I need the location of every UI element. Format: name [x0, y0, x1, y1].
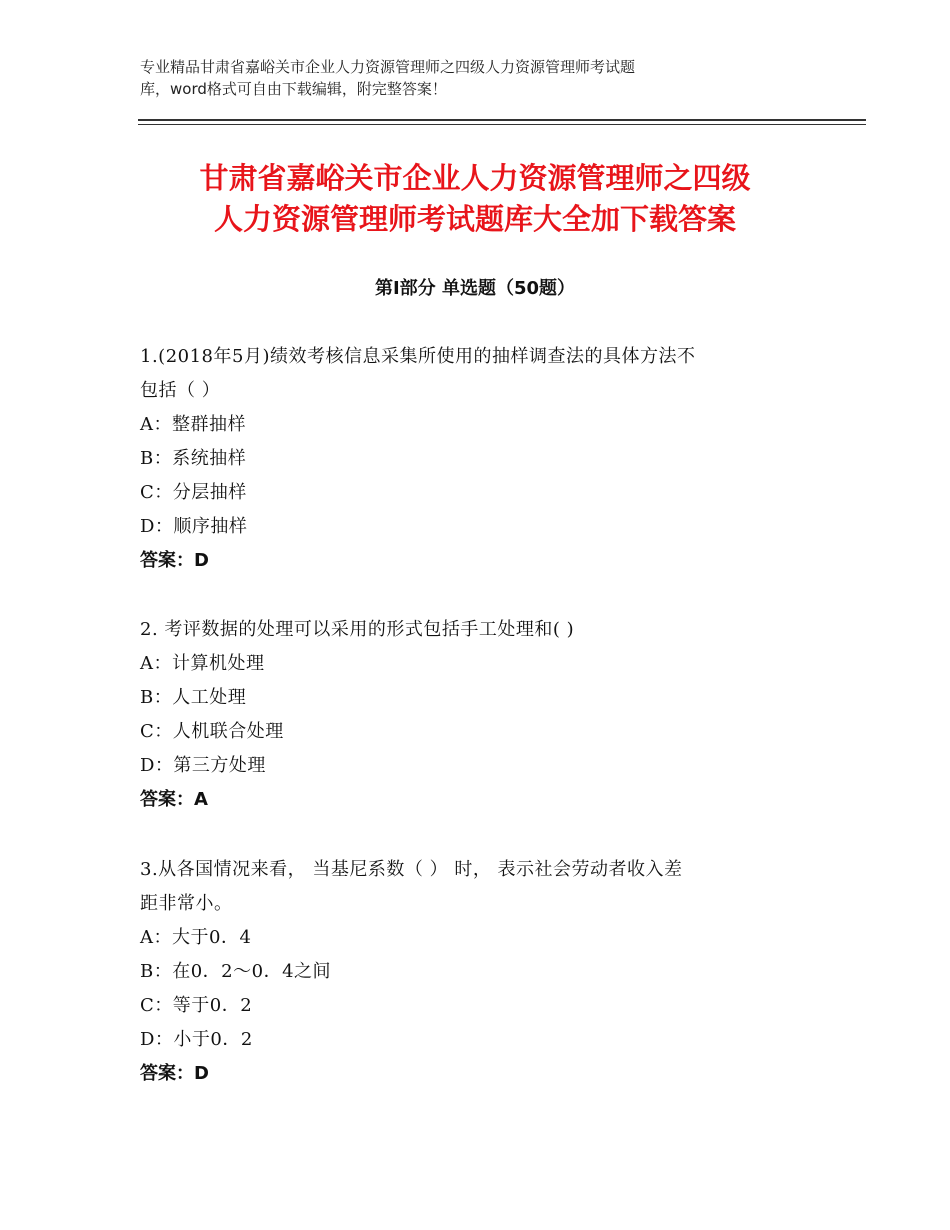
document-title	[100, 158, 850, 240]
question-3	[140, 853, 820, 1091]
question-2-option-b: B：人工处理	[140, 687, 247, 708]
question-2-stem	[140, 613, 820, 647]
question-2-option-c: C：人机联合处理	[140, 721, 284, 742]
question-1-option-a: A：整群抽样	[140, 414, 246, 435]
question-1-option-d: D：顺序抽样	[140, 516, 248, 537]
header-divider-thick	[138, 119, 866, 121]
question-3-stem	[140, 853, 820, 921]
question-3-answer: 答案：D	[140, 1063, 209, 1084]
header-divider-thin	[138, 124, 866, 125]
question-1-option-c: C：分层抽样	[140, 482, 247, 503]
question-1-answer: 答案：D	[140, 550, 209, 571]
question-2-option-d: D：第三方处理	[140, 755, 266, 776]
question-1	[140, 340, 820, 578]
question-2-option-a: A：计算机处理	[140, 653, 265, 674]
question-3-stem-line1: 3.从各国情况来看， 当基尼系数（ ） 时， 表示社会劳动者收入差	[140, 859, 683, 880]
question-3-stem-line2: 距非常小。	[140, 893, 233, 914]
question-1-option-b: B：系统抽样	[140, 448, 247, 469]
document-title-line1: 甘肃省嘉峪关市企业人力资源管理师之四级	[199, 161, 751, 195]
question-3-option-d: D：小于0．2	[140, 1029, 253, 1050]
question-3-option-a: A：大于0．4	[140, 927, 252, 948]
question-1-stem-line1: 1.(2018年5月)绩效考核信息采集所使用的抽样调查法的具体方法不	[140, 346, 696, 367]
question-1-stem	[140, 340, 820, 408]
question-2-answer: 答案：A	[140, 789, 208, 810]
header-note-line1: 专业精品甘肃省嘉峪关市企业人力资源管理师之四级人力资源管理师考试题	[140, 58, 636, 76]
question-3-option-b: B：在0．2～0．4之间	[140, 961, 332, 982]
question-1-stem-line2: 包括（ ）	[140, 380, 221, 401]
document-title-line2: 人力资源管理师考试题库大全加下载答案	[213, 202, 736, 236]
header-note-line2: 库，word格式可自由下载编辑，附完整答案！	[140, 80, 447, 98]
header-note	[140, 56, 780, 100]
question-2-stem-line1: 2. 考评数据的处理可以采用的形式包括手工处理和( )	[140, 619, 575, 640]
question-3-option-c: C：等于0．2	[140, 995, 253, 1016]
section-title: 第Ⅰ部分 单选题（50题）	[374, 278, 575, 299]
question-2	[140, 613, 820, 817]
